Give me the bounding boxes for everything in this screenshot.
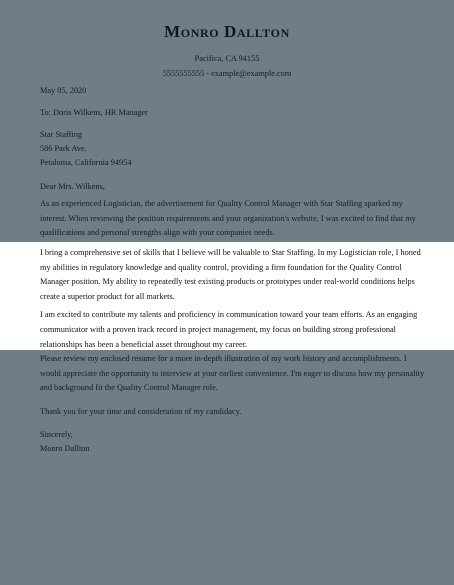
paragraph-skills: I bring a comprehensive set of skills that I believe will be valuable to Star Staffing. In my Logistician role, I honed my abilities in regulatory knowledge and quality control, providing a firm foundation for the Quality Control Manager position. My ability to repeatedly test existing products or prototypes under real-world conditions helps create a superior product for all markets.: [40, 248, 421, 301]
contact-block: [0, 51, 454, 81]
letter-top: [40, 84, 422, 241]
applicant-address: Pacifica, CA 94155: [194, 54, 260, 63]
closing: Sincerely,: [40, 430, 73, 440]
greeting: Dear Mrs. Wilkens,: [40, 182, 105, 191]
applicant-contact: 5555555555 - example@example.com: [162, 69, 292, 78]
letter-bottom: [40, 352, 426, 456]
letter-date: May 05, 2020: [40, 86, 87, 95]
highlighted-paragraphs: [40, 246, 426, 352]
applicant-name: Monro Dallton: [164, 22, 290, 41]
paragraph-intro: As an experienced Logistician, the advertisement for Quality Control Manager with Star Staffing sparked my interest. When reviewing the position requirements and your organization's website, I was excited to find that my qualifications and personal strengths align with your companies needs.: [40, 199, 416, 238]
recipient-company: Star Staffing: [40, 130, 83, 139]
recipient-line: To: Doris Wilkens, HR Manager: [40, 108, 148, 117]
recipient-city: Petaluma, California 94954: [40, 158, 132, 167]
recipient-street: 586 Park Ave.: [40, 144, 87, 153]
signature: Monro Dallton: [40, 444, 90, 454]
paragraph-thanks: Thank you for your time and consideration of my candidacy.: [40, 406, 242, 416]
paragraph-contribution: I am excited to contribute my talents and proficiency in communication toward your team efforts. As an engaging communicator with a proven track record in project management, my focus on building strong professional relationships has been a beneficial asset throughout my career.: [40, 310, 418, 349]
letter-header: [0, 0, 454, 81]
paragraph-closing: Please review my enclosed resume for a more in-depth illustration of my work history and accomplishments. I would appreciate the opportunity to interview at your earliest convenience. I'm eager to discuss how my personality and background fit the Quality Control Manager role.: [40, 354, 425, 393]
